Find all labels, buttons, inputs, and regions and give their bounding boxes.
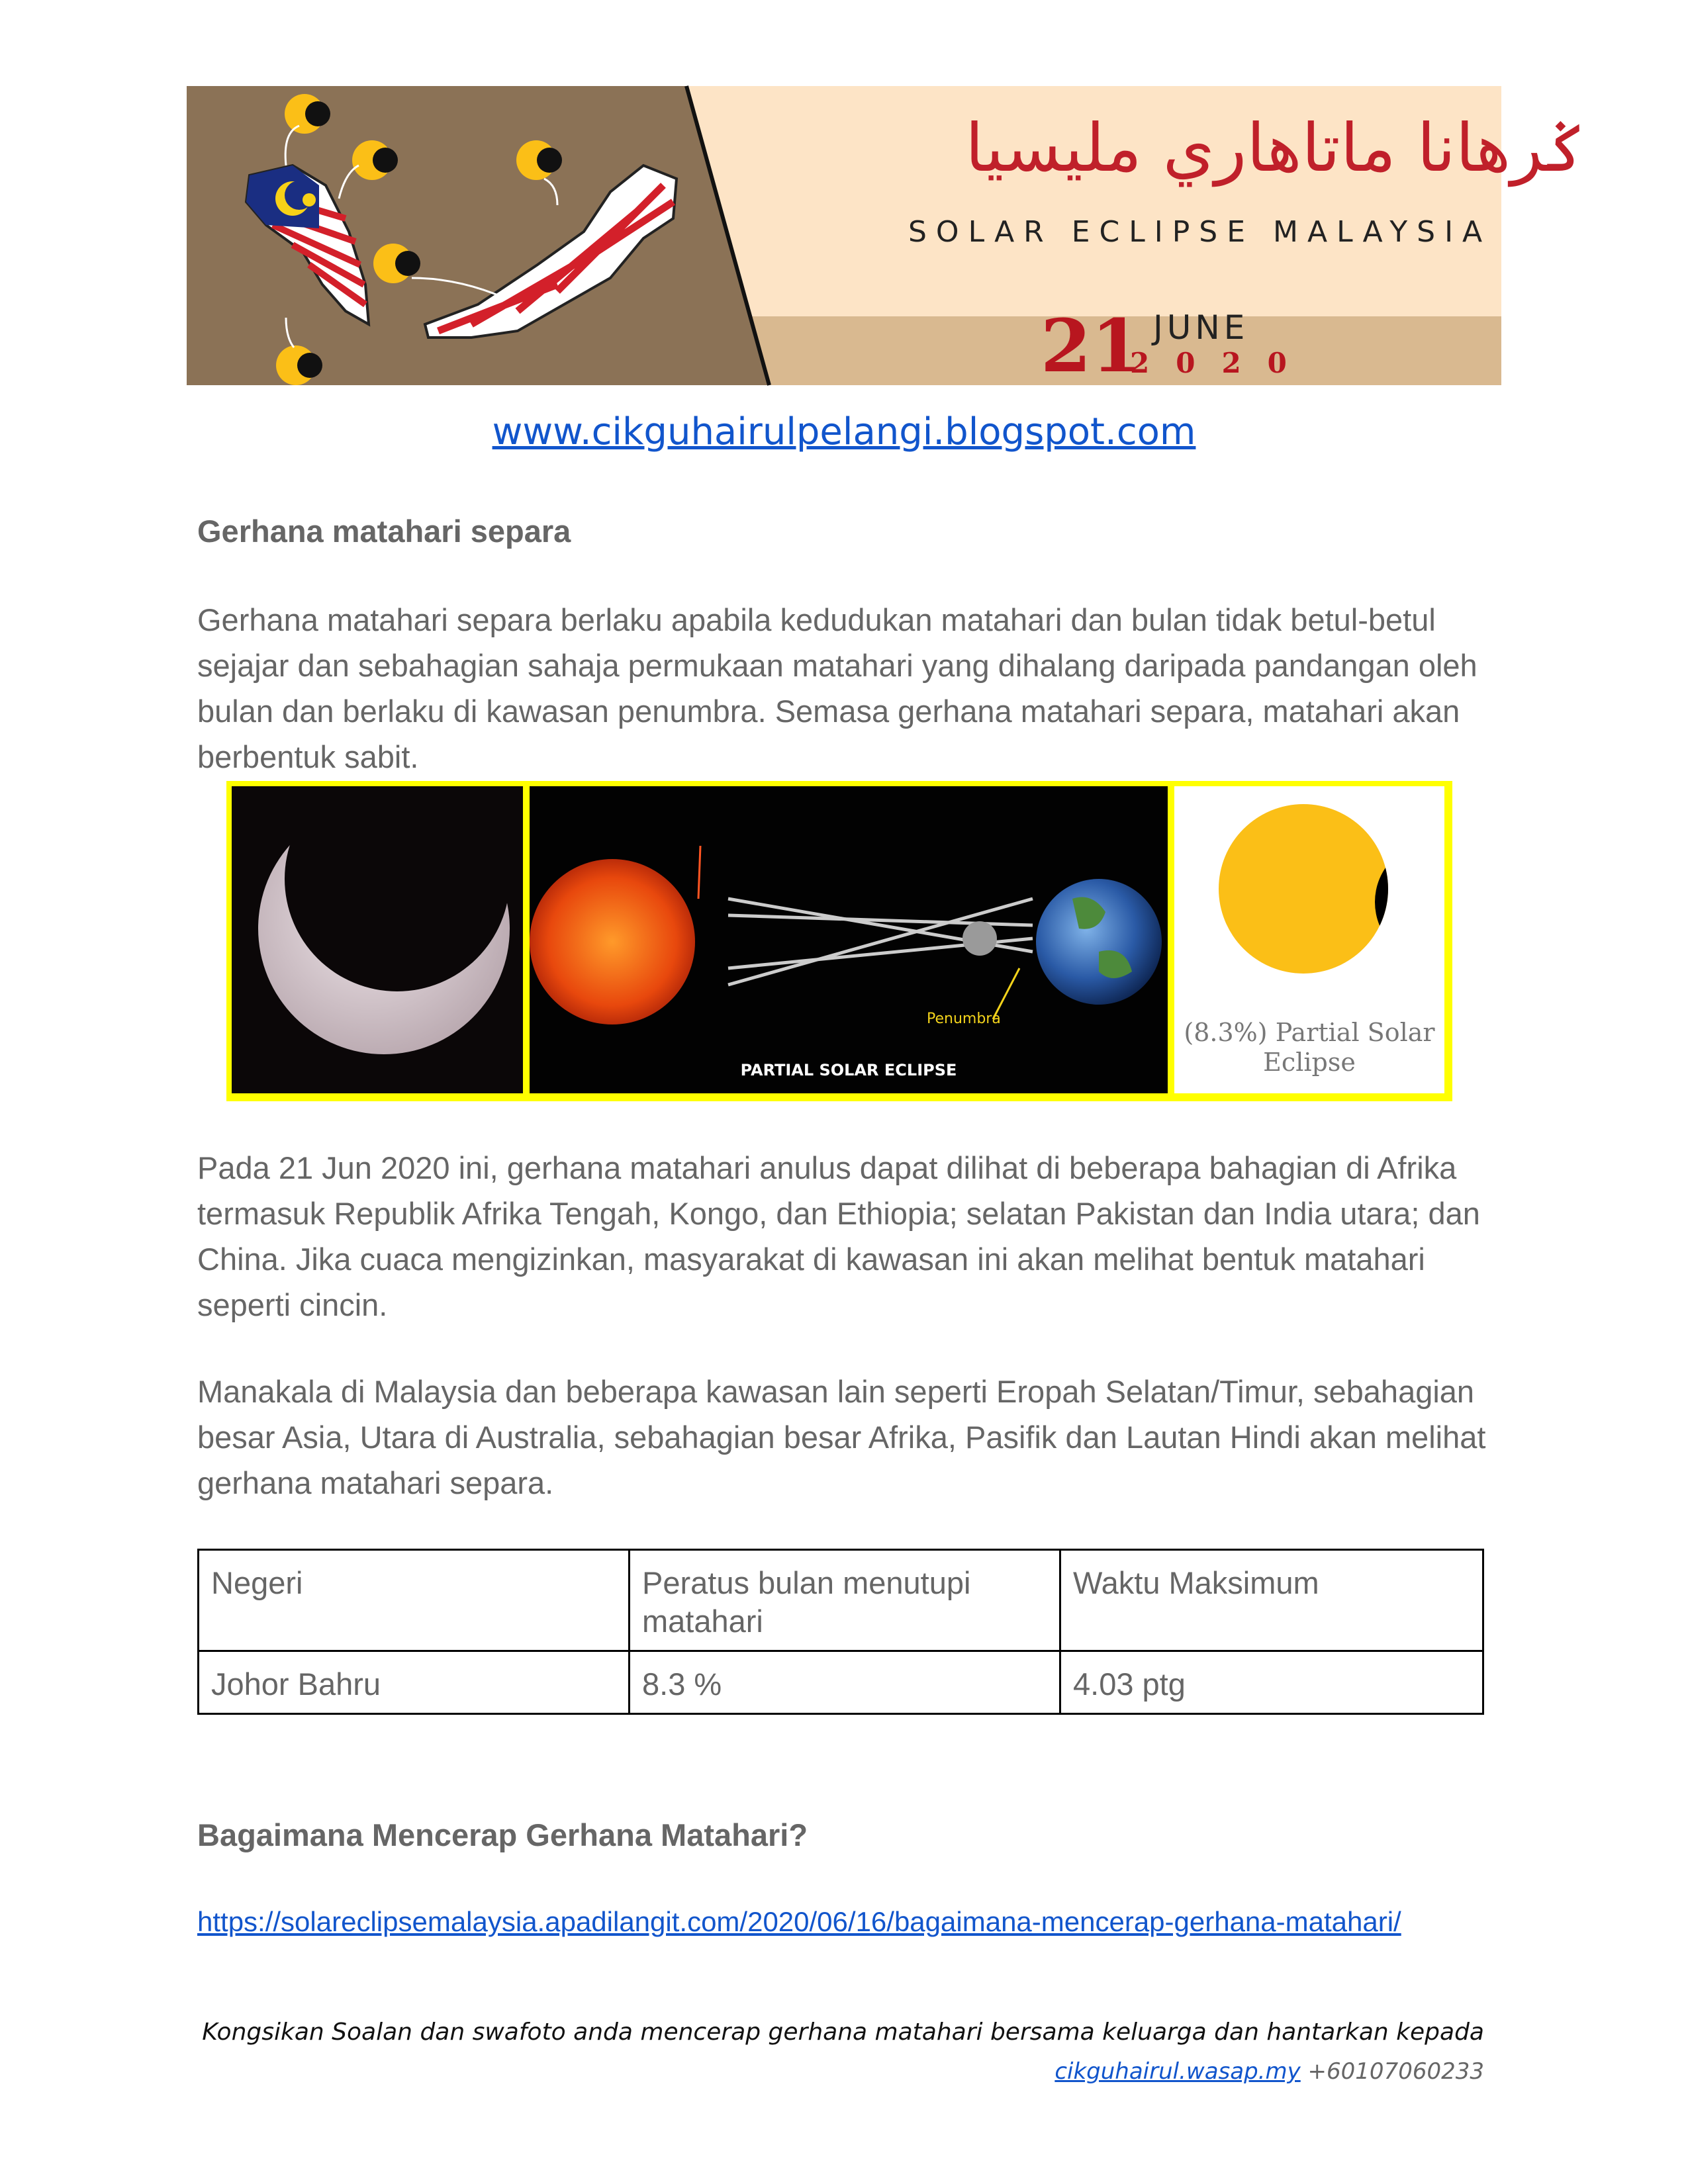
banner-day: 21 bbox=[1041, 303, 1143, 388]
penumbra-diagram bbox=[530, 786, 1168, 1093]
table-cell: Johor Bahru bbox=[199, 1651, 630, 1714]
banner-arabic-title: ݢرهانا ماتاهاري مليسيا bbox=[965, 109, 1586, 187]
table-header-cell: Negeri bbox=[199, 1550, 630, 1651]
banner-month: JUNE bbox=[1153, 308, 1249, 347]
table-header-cell: Waktu Maksimum bbox=[1060, 1550, 1483, 1651]
banner-year: 2020 bbox=[1130, 347, 1313, 379]
percent-caption-line1: (8.3%) Partial Solar bbox=[1184, 1018, 1435, 1047]
footer-contact bbox=[1055, 2058, 1484, 2085]
table-cell: 4.03 ptg bbox=[1060, 1651, 1483, 1714]
table-row bbox=[199, 1651, 1483, 1714]
table-header-row bbox=[199, 1550, 1483, 1651]
footer-share-text: Kongsikan Soalan dan swafoto anda mencerap gerhana matahari bersama keluarga dan hantarkan kepada bbox=[202, 2019, 1484, 2046]
paragraph-malaysia-partial: Manakala di Malaysia dan beberapa kawasan lain seperti Eropah Selatan/Timur, sebahagian besar Asia, Utara di Australia, sebahagian besar Afrika, Pasifik dan Lautan Hindi akan melihat gerhana matahari separa. bbox=[197, 1374, 1486, 1500]
site-url-link[interactable]: www.cikguhairulpelangi.blogspot.com bbox=[492, 410, 1196, 453]
eclipse-data-table bbox=[197, 1549, 1484, 1715]
footer-phone: +60107060233 bbox=[1307, 2058, 1484, 2085]
percent-caption-line2: Eclipse bbox=[1263, 1048, 1356, 1077]
banner-subtitle: SOLAR ECLIPSE MALAYSIA bbox=[908, 215, 1492, 249]
table-cell: 8.3 % bbox=[630, 1651, 1060, 1714]
percent-eclipse-illustration bbox=[1174, 786, 1444, 1093]
paragraph-annular-eclipse: Pada 21 Jun 2020 ini, gerhana matahari anulus dapat dilihat di beberapa bahagian di Afrika termasuk Republik Afrika Tengah, Kongo, dan Ethiopia; selatan Pakistan dan India utara; dan China. Jika cuaca mengizinkan, masyarakat di kawasan ini akan melihat bentuk matahari seperti cincin. bbox=[197, 1150, 1480, 1322]
penumbra-label: Penumbra bbox=[927, 1011, 1001, 1027]
eclipse-image-strip bbox=[226, 781, 1452, 1101]
header-banner bbox=[187, 86, 1586, 388]
table-header-cell: Peratus bulan menutupi matahari bbox=[630, 1550, 1060, 1651]
whatsapp-link[interactable]: cikguhairul.wasap.my bbox=[1055, 2058, 1301, 2085]
observation-guide-link[interactable]: https://solareclipsemalaysia.apadilangit.com/2020/06/16/bagaimana-mencerap-gerhana-matahari/ bbox=[197, 1906, 1401, 1937]
paragraph-partial-eclipse: Gerhana matahari separa berlaku apabila kedudukan matahari dan bulan tidak betul-betul sejajar dan sebahagian sahaja permukaan matahari yang dihalang daripada pandangan oleh bulan dan berlaku di kawasan penumbra. Semasa gerhana matahari separa, matahari akan berbentuk sabit. bbox=[197, 602, 1477, 774]
section-heading-partial-eclipse: Gerhana matahari separa bbox=[197, 514, 571, 549]
section-heading-how-to-observe: Bagaimana Mencerap Gerhana Matahari? bbox=[197, 1817, 808, 1852]
partial-eclipse-photo bbox=[232, 786, 523, 1093]
diagram-caption: PARTIAL SOLAR ECLIPSE bbox=[740, 1061, 957, 1079]
